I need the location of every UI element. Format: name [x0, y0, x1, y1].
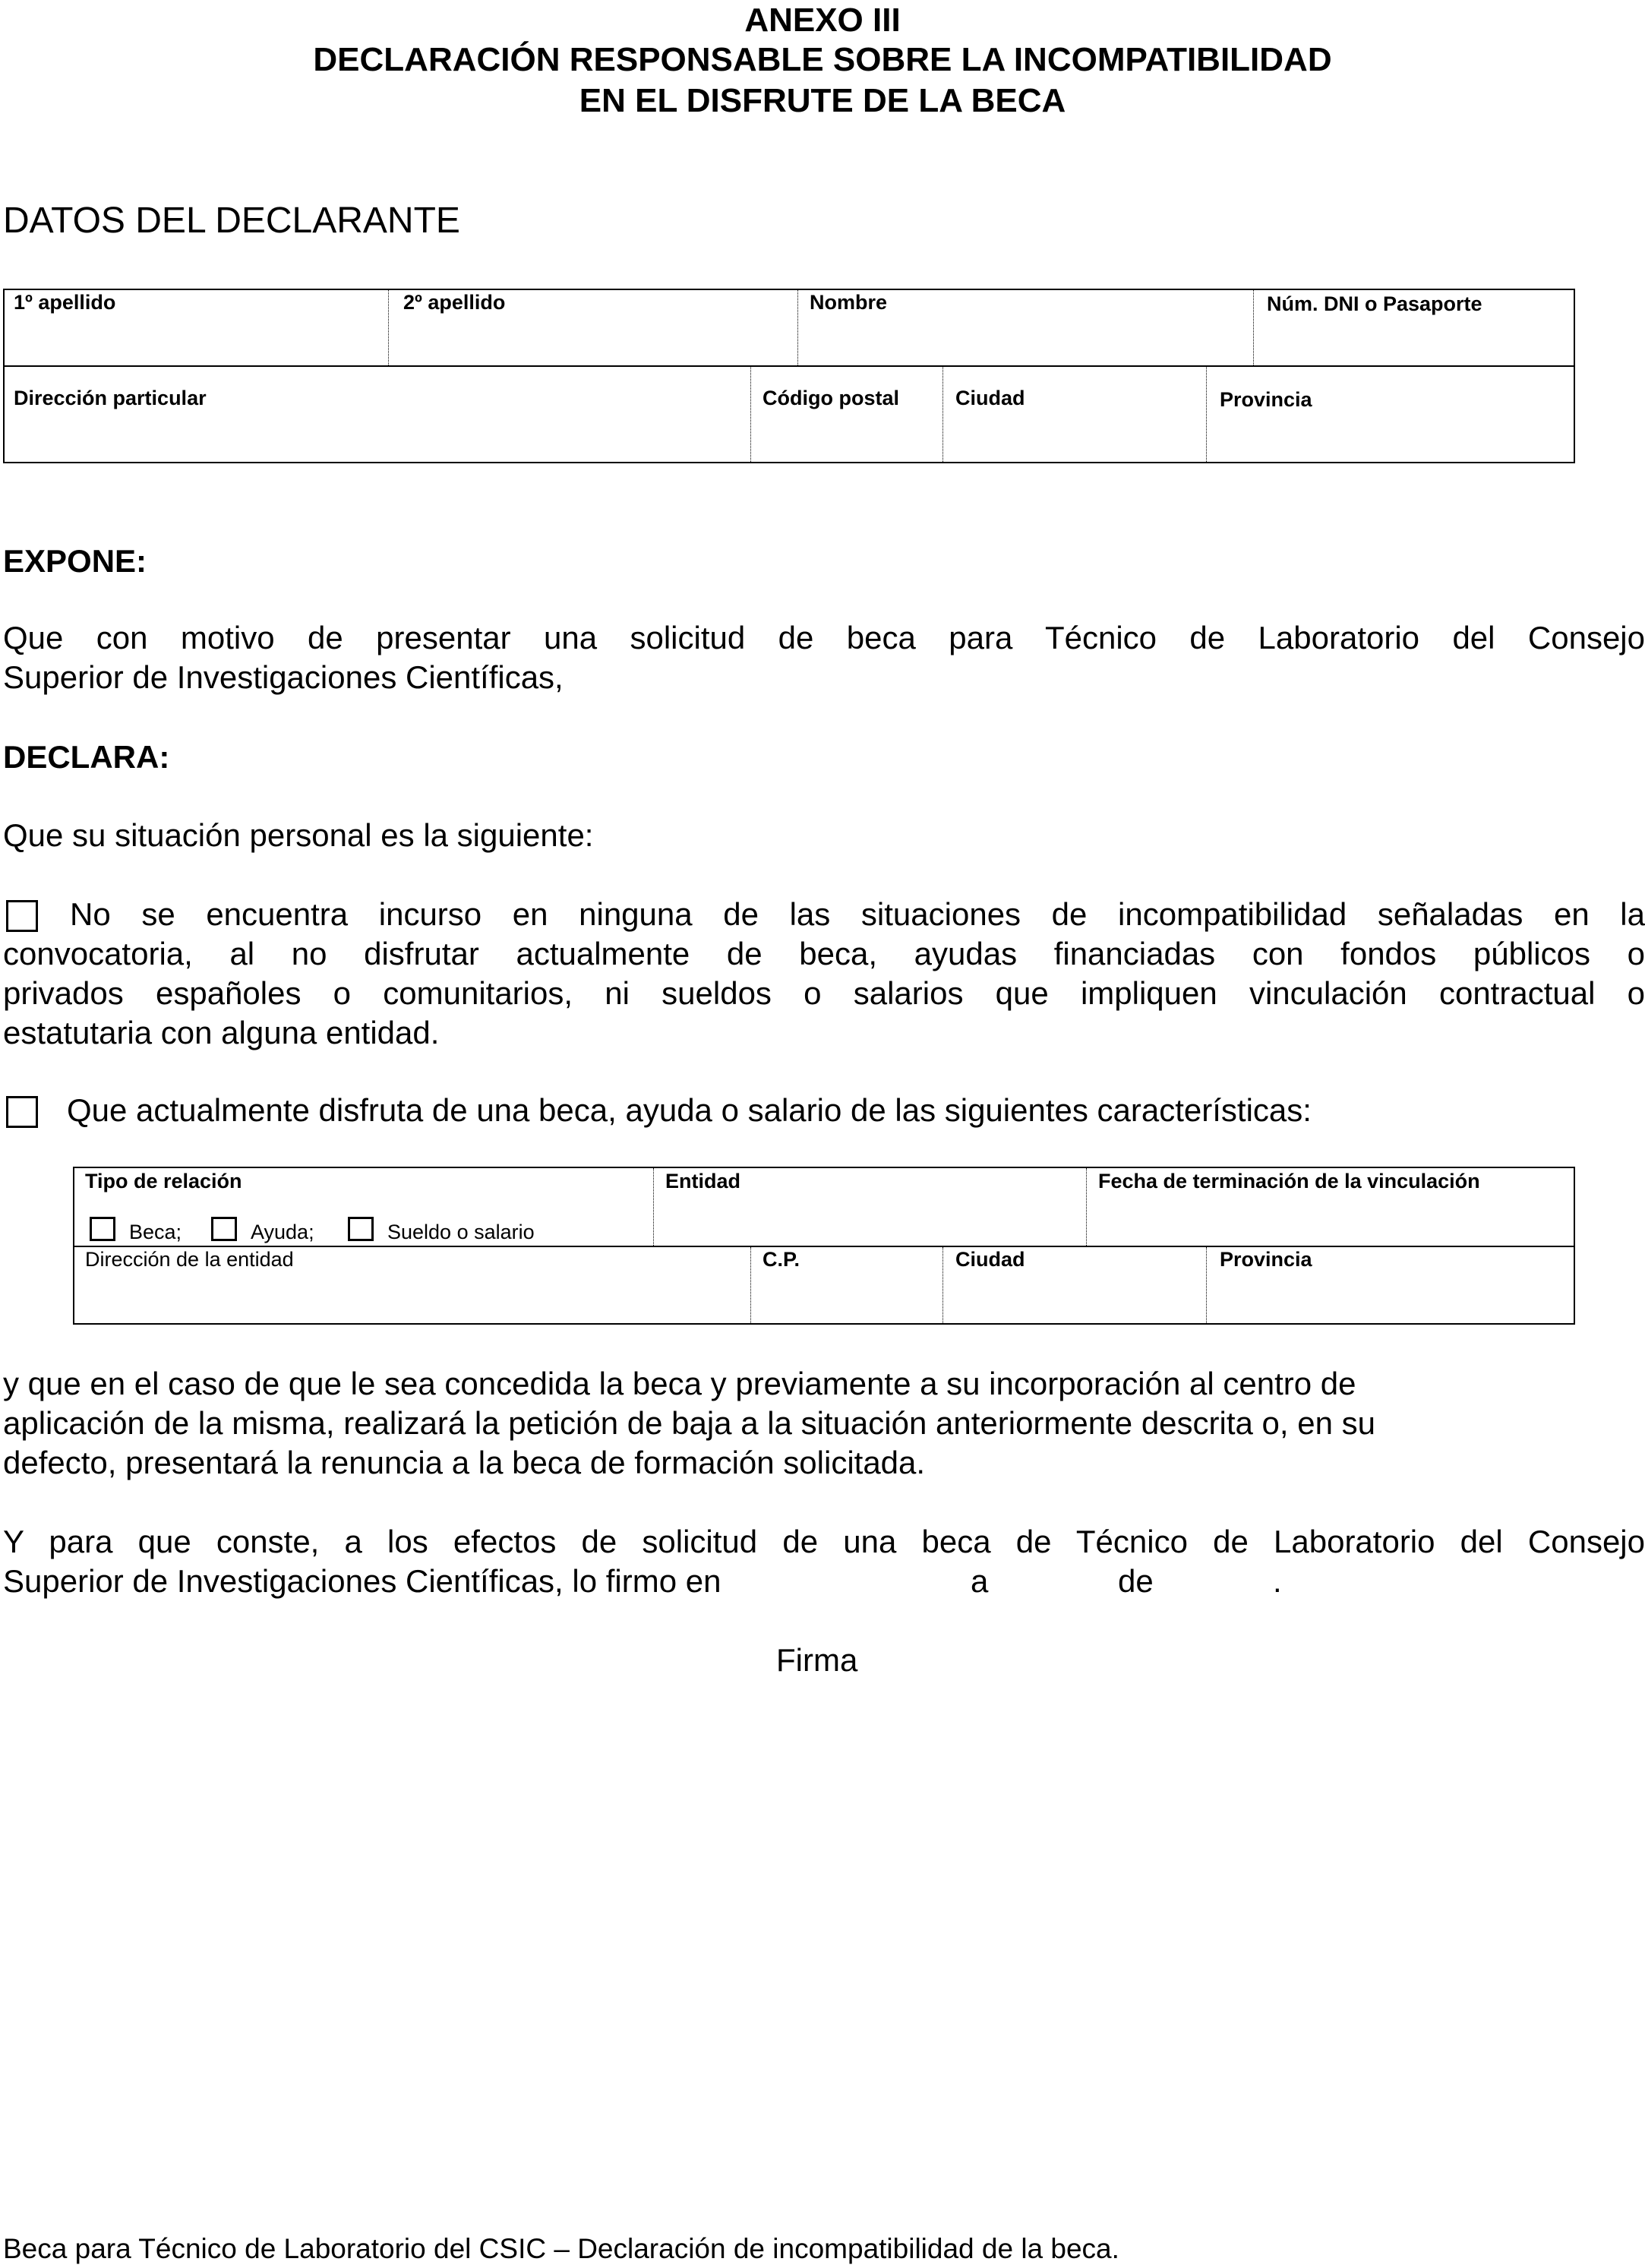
field-label-segundo-apellido[interactable]: 2º apellido — [403, 291, 506, 314]
declarante-col-sep — [1206, 367, 1207, 462]
field-label-cp[interactable]: C.P. — [763, 1248, 800, 1271]
field-label-entidad[interactable]: Entidad — [665, 1170, 740, 1192]
document-title: DECLARACIÓN RESPONSABLE SOBRE LA INCOMPATIBILIDAD — [313, 41, 1332, 78]
declarante-col-sep — [797, 290, 798, 365]
page-footer: Beca para Técnico de Laboratorio del CSIC – Declaración de incompatibilidad de la beca. — [3, 2233, 1119, 2264]
declarante-col-sep — [750, 367, 751, 462]
field-label-direccion[interactable]: Dirección particular — [14, 387, 207, 409]
annex-number: ANEXO III — [744, 2, 901, 39]
section-declarante-heading: DATOS DEL DECLARANTE — [3, 201, 460, 241]
declara-intro: Que su situación personal es la siguiente: — [3, 817, 594, 853]
field-label-nombre[interactable]: Nombre — [810, 291, 888, 314]
relacion-col-sep — [1206, 1247, 1207, 1323]
document-subtitle: EN EL DISFRUTE DE LA BECA — [579, 82, 1066, 119]
field-label-tipo-relacion: Tipo de relación — [85, 1170, 242, 1192]
checkbox-ayuda[interactable] — [211, 1217, 237, 1241]
field-label-direccion-entidad[interactable]: Dirección de la entidad — [85, 1248, 294, 1271]
option-beca-label: Beca; — [129, 1221, 182, 1243]
declarante-col-sep — [388, 290, 389, 365]
option1-line-3: privados españoles o comunitarios, ni sueldos o salarios que impliquen vinculación contractual o — [3, 975, 1645, 1011]
field-label-primer-apellido[interactable]: 1º apellido — [14, 291, 116, 314]
field-label-ciudad-entidad[interactable]: Ciudad — [955, 1248, 1025, 1271]
field-label-dni[interactable]: Núm. DNI o Pasaporte — [1267, 292, 1482, 315]
field-label-ciudad[interactable]: Ciudad — [955, 387, 1025, 409]
option-ayuda-label: Ayuda; — [251, 1221, 314, 1243]
constancia-dot: . — [1273, 1563, 1282, 1599]
field-label-provincia-entidad[interactable]: Provincia — [1220, 1248, 1312, 1271]
option-sueldo-label: Sueldo o salario — [387, 1221, 535, 1243]
declara-heading: DECLARA: — [3, 739, 170, 775]
constancia-line-1: Y para que conste, a los efectos de solicitud de una beca de Técnico de Laboratorio del Consejo — [3, 1524, 1645, 1559]
declarante-col-sep — [942, 367, 943, 462]
relacion-col-sep — [750, 1247, 751, 1323]
field-label-codigo-postal[interactable]: Código postal — [763, 387, 899, 409]
expone-line-2: Superior de Investigaciones Científicas, — [3, 659, 564, 695]
constancia-line-2: Superior de Investigaciones Científicas, lo firmo en — [3, 1563, 721, 1599]
compromiso-line-3: defecto, presentará la renuncia a la beca de formación solicitada. — [3, 1445, 926, 1480]
checkbox-disfruta-beca[interactable] — [6, 1096, 38, 1128]
constancia-a: a — [971, 1563, 989, 1599]
declarante-col-sep — [1253, 290, 1254, 365]
declarante-table-divider — [3, 365, 1575, 367]
relacion-col-sep — [1086, 1168, 1087, 1246]
checkbox-beca[interactable] — [90, 1217, 115, 1241]
checkbox-no-incompatibilidad[interactable] — [6, 900, 38, 932]
relacion-col-sep — [942, 1247, 943, 1323]
option1-line-2: convocatoria, al no disfrutar actualmente de beca, ayudas financiadas con fondos públicos o — [3, 936, 1645, 971]
checkbox-sueldo[interactable] — [348, 1217, 374, 1241]
option1-line-4: estatutaria con alguna entidad. — [3, 1015, 440, 1050]
expone-line-1: Que con motivo de presentar una solicitud de beca para Técnico de Laboratorio del Consejo — [3, 620, 1645, 655]
expone-heading: EXPONE: — [3, 543, 147, 579]
option2-text: Que actualmente disfruta de una beca, ayuda o salario de las siguientes características: — [67, 1092, 1312, 1128]
compromiso-line-2: aplicación de la misma, realizará la petición de baja a la situación anteriormente descrita o, en su — [3, 1405, 1375, 1441]
compromiso-line-1: y que en el caso de que le sea concedida la beca y previamente a su incorporación al centro de — [3, 1366, 1356, 1401]
option1-line-1: No se encuentra incurso en ninguna de las situaciones de incompatibilidad señaladas en la — [70, 896, 1645, 932]
field-label-provincia[interactable]: Provincia — [1220, 388, 1312, 411]
field-label-fecha-terminacion[interactable]: Fecha de terminación de la vinculación — [1098, 1170, 1480, 1192]
relacion-col-sep — [653, 1168, 654, 1246]
relacion-table-divider — [73, 1246, 1575, 1247]
constancia-de: de — [1118, 1563, 1154, 1599]
firma-label: Firma — [776, 1642, 858, 1678]
